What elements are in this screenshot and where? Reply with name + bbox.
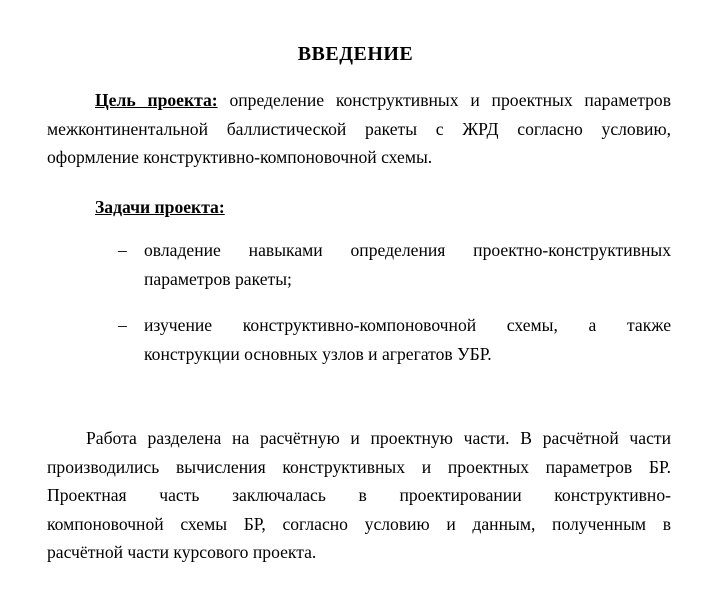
task-1-line-2: параметров ракеты;: [144, 268, 292, 289]
goal-label: Цель проекта:: [95, 90, 218, 110]
task-2-dash: –: [118, 315, 127, 335]
task-2-body: [144, 311, 671, 368]
task-1-body: [144, 236, 671, 293]
goal-text-1: определение конструктивных и проектных параметров: [229, 90, 672, 110]
goal-line-1: [47, 86, 671, 115]
work-line-4: компоновочной схемы БР, согласно условию и данным, полученным в: [47, 513, 671, 534]
work-line-1: Работа разделена на расчётную и проектную части. В расчётной части: [86, 428, 671, 448]
goal-paragraph: [47, 86, 671, 172]
tasks-title: Задачи проекта:: [95, 197, 225, 217]
work-line-2: производились вычисления конструктивных и проектных параметров БР.: [47, 456, 671, 477]
document-heading: ВВЕДЕНИЕ: [297, 43, 414, 65]
task-item-2: [118, 311, 671, 369]
goal-line-3: оформление конструктивно-компоновочной схемы.: [47, 147, 433, 167]
work-line-5: расчётной части курсового проекта.: [47, 542, 317, 562]
work-line-3: Проектная часть заключалась в проектировании конструктивно-: [47, 485, 671, 505]
work-paragraph: [47, 424, 671, 567]
task-2-line-2: конструкции основных узлов и агрегатов УБР.: [144, 343, 492, 364]
goal-line-2: межконтинентальной баллистической ракеты с ЖРД согласно условию,: [47, 118, 671, 139]
task-1-dash: –: [118, 240, 127, 260]
task-item-1: [118, 236, 671, 294]
task-2-line-1: изучение конструктивно-компоновочной схемы, а также: [144, 315, 671, 335]
task-1-line-1: овладение навыками определения проектно-конструктивных: [144, 240, 671, 260]
